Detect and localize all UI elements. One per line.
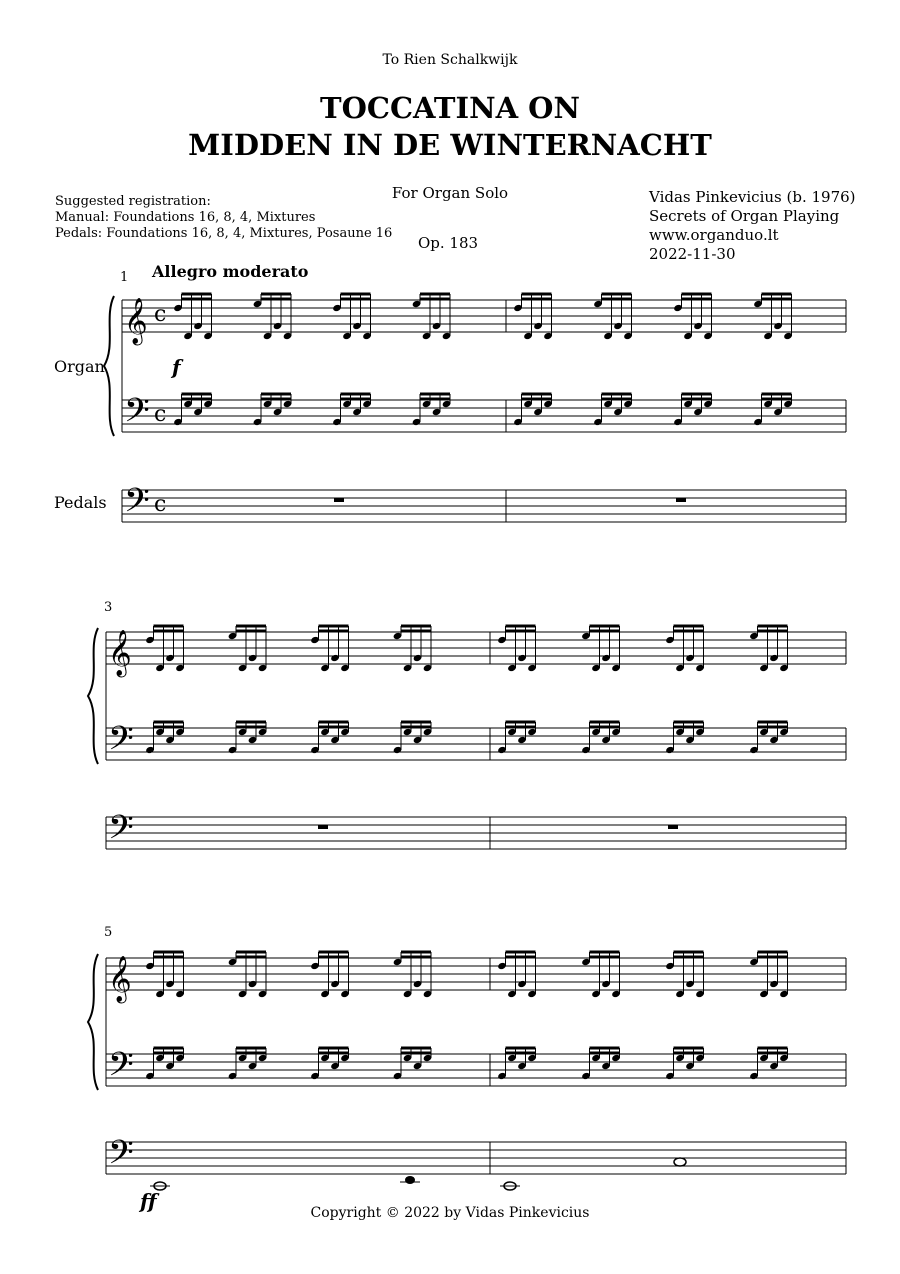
bass-clef-pedal: 𝄢 [124,482,150,528]
treble-clef: 𝄞 [108,956,132,1002]
bass-clef: 𝄢 [108,720,134,766]
treble-staff [106,958,846,990]
brace [88,954,98,1090]
bass-clef-pedal: 𝄢 [108,809,134,855]
system-3 [88,952,846,1213]
time-signature: c [154,302,167,327]
measure-number-3: 3 [104,600,113,615]
dynamic-pedal: ff [140,1189,157,1213]
composition-date: 2022-11-30 [649,245,736,263]
whole-rest [676,498,686,502]
pedal-note [405,1176,415,1184]
brace [88,628,98,764]
whole-rest [334,498,344,502]
treble-staff [122,300,846,332]
subtitle: For Organ Solo [391,184,509,202]
instrument-label-pedals: Pedals [54,493,107,512]
bass-staff [106,728,846,760]
composer-website: www.organduo.lt [649,226,779,244]
registration-pedals: Pedals: Foundations 16, 8, 4, Mixtures, Posaune 16 [55,226,393,241]
treble-clef: 𝄞 [108,630,132,676]
registration-manual: Manual: Foundations 16, 8, 4, Mixtures [55,210,316,225]
measure-number-1: 1 [120,270,129,285]
bass-clef: 𝄢 [124,392,150,438]
opus-number: Op. 183 [418,234,479,252]
system-1 [104,294,846,528]
copyright: Copyright © 2022 by Vidas Pinkevicius [310,1205,590,1221]
pedal-staff [122,490,846,522]
system-2 [88,626,846,855]
bass-staff [106,1054,846,1086]
composer-name: Vidas Pinkevicius (b. 1976) [649,188,856,206]
pedal-note [674,1158,686,1166]
dedication: To Rien Schalkwijk [382,52,518,68]
bass-clef-pedal: 𝄢 [108,1134,134,1180]
whole-rest [668,825,678,829]
title-line-1: TOCCATINA ON [320,91,580,125]
registration-heading: Suggested registration: [55,194,211,209]
measure-number-5: 5 [104,925,113,940]
instrument-label-organ: Organ [54,357,105,376]
bass-clef: 𝄢 [108,1046,134,1092]
brace [104,296,114,436]
treble-staff [106,632,846,664]
time-signature: c [154,492,167,517]
treble-clef: 𝄞 [124,298,148,344]
time-signature: c [154,402,167,427]
dynamic-manual: f [172,355,181,379]
whole-rest [318,825,328,829]
composer-affiliation: Secrets of Organ Playing [649,207,840,225]
title-line-2: MIDDEN IN DE WINTERNACHT [188,128,712,162]
pedal-staff [106,1142,846,1174]
pedal-staff [106,817,846,849]
bass-staff [122,400,846,432]
tempo-marking: Allegro moderato [152,262,309,281]
